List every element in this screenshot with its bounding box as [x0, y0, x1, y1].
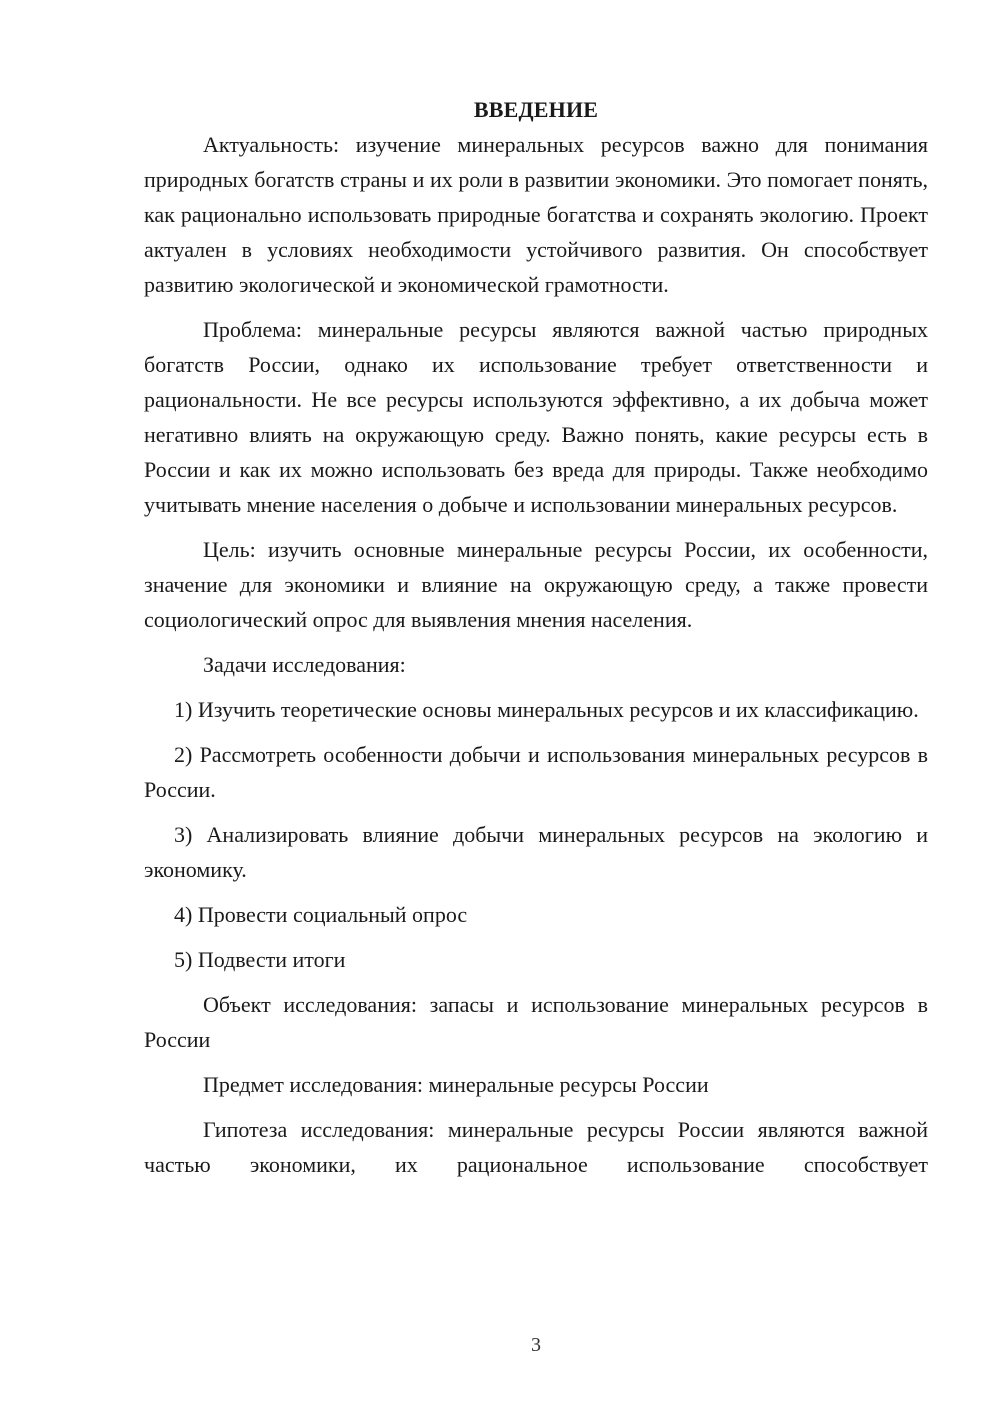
task-item-5: 5) Подвести итоги: [174, 947, 346, 972]
task-item-2: 2) Рассмотреть особенности добычи и использования минеральных ресурсов в России.: [144, 742, 928, 802]
document-body: [144, 92, 928, 1182]
task-item-1: 1) Изучить теоретические основы минеральных ресурсов и их классификацию.: [174, 697, 919, 722]
paragraph-subject: Предмет исследования: минеральные ресурсы России: [203, 1072, 709, 1097]
task-item-4: 4) Провести социальный опрос: [174, 902, 468, 927]
paragraph-relevance: Актуальность: изучение минеральных ресурсов важно для понимания природных богатств страны и их роли в развитии экономики. Это помогает понять, как рационально использовать природные богатства и сохранять экологию. Проект актуален в условиях необходимости устойчивого развития. Он способствует развитию экологической и экономической грамотности.: [144, 132, 928, 297]
task-item-3: 3) Анализировать влияние добычи минеральных ресурсов на экологию и экономику.: [144, 822, 928, 882]
paragraph-object: Объект исследования: запасы и использование минеральных ресурсов в России: [144, 992, 928, 1052]
paragraph-problem: Проблема: минеральные ресурсы являются важной частью природных богатств России, однако их использование требует ответственности и рациональности. Не все ресурсы используются эффективно, а их добыча может негативно влиять на окружающую среду. Важно понять, какие ресурсы есть в России и как их можно использовать без вреда для природы. Также необходимо учитывать мнение населения о добыче и использовании минеральных ресурсов.: [144, 317, 928, 517]
page-number: 3: [531, 1334, 541, 1356]
section-title: ВВЕДЕНИЕ: [473, 97, 599, 122]
paragraph-goal: Цель: изучить основные минеральные ресурсы России, их особенности, значение для экономики и влияние на окружающую среду, а также провести социологический опрос для выявления мнения населения.: [144, 537, 928, 632]
tasks-heading: Задачи исследования:: [203, 652, 406, 677]
paragraph-hypothesis: Гипотеза исследования: минеральные ресурсы России являются важной частью экономики, их рациональное использование способствует: [144, 1117, 928, 1177]
